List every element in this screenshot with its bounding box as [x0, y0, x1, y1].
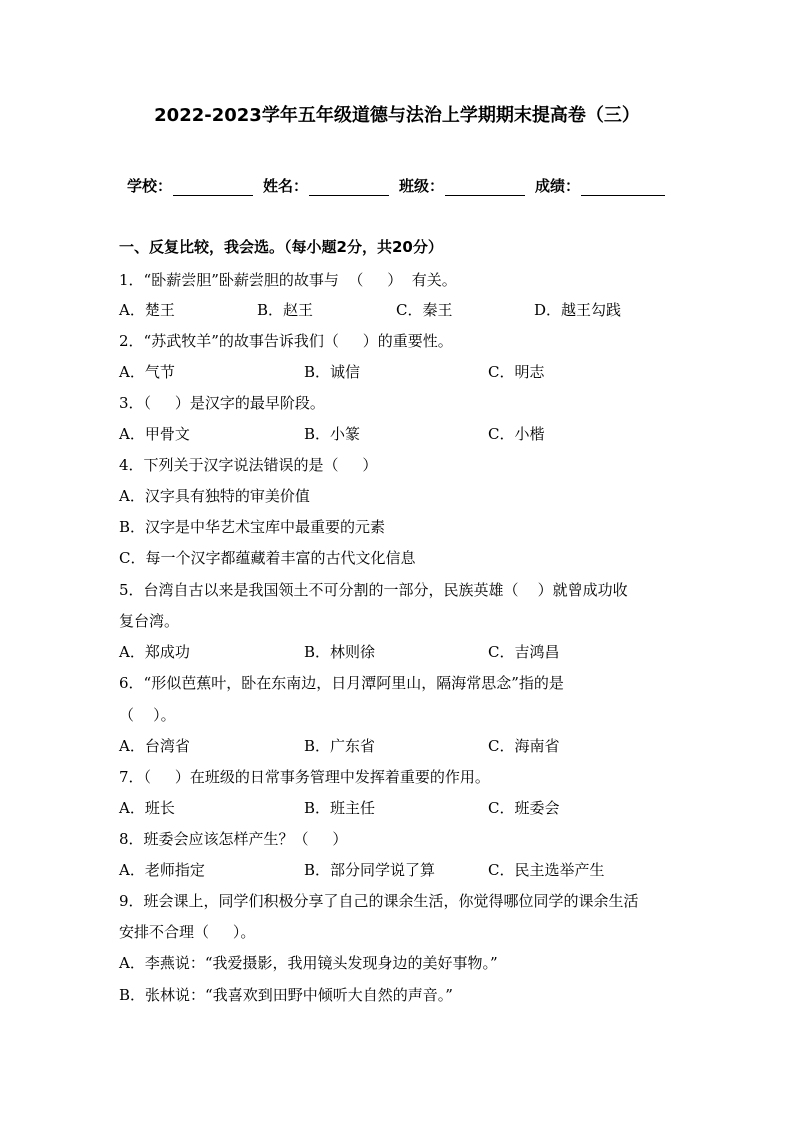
- school-label: 学校：: [127, 177, 173, 195]
- name-field[interactable]: [263, 175, 389, 196]
- q5-option-c[interactable]: C．吉鸿昌: [488, 643, 560, 661]
- question-1-stem: 1．“卧薪尝胆”卧薪尝胆的故事与 （ ） 有关。: [119, 271, 457, 289]
- question-6-stem-line-1: 6．“形似芭蕉叶，卧在东南边，日月潭阿里山，隔海常思念”指的是: [119, 674, 564, 692]
- student-info-row: [127, 175, 675, 196]
- question-9-stem-line-1: 9．班会课上，同学们积极分享了自己的课余生活，你觉得哪位同学的课余生活: [119, 892, 639, 910]
- q8-option-c[interactable]: C．民主选举产生: [488, 861, 605, 879]
- school-blank[interactable]: [173, 181, 253, 196]
- q2-option-a[interactable]: A．气节: [119, 363, 175, 381]
- q3-option-c[interactable]: C．小楷: [488, 425, 545, 443]
- q3-option-a[interactable]: A．甲骨文: [119, 425, 190, 443]
- q6-option-b[interactable]: B．广东省: [304, 737, 376, 755]
- question-1-options: [119, 300, 679, 320]
- question-8-options: [119, 860, 679, 880]
- school-field[interactable]: [127, 175, 253, 196]
- question-7-stem: 7．（ ）在班级的日常事务管理中发挥着重要的作用。: [119, 768, 490, 786]
- q7-option-a[interactable]: A．班长: [119, 799, 175, 817]
- q2-option-b[interactable]: B．诚信: [304, 363, 361, 381]
- score-blank[interactable]: [581, 181, 665, 196]
- q7-option-c[interactable]: C．班委会: [488, 799, 560, 817]
- q9-option-b[interactable]: B．张林说：“我喜欢到田野中倾听大自然的声音。”: [119, 986, 453, 1004]
- question-2-options: [119, 362, 679, 382]
- question-6-options: [119, 736, 679, 756]
- question-5-stem-line-2: 复台湾。: [119, 612, 180, 630]
- q6-option-c[interactable]: C．海南省: [488, 737, 560, 755]
- q2-option-c[interactable]: C．明志: [488, 363, 545, 381]
- page-title: 2022-2023学年五年级道德与法治上学期期末提高卷（三）: [154, 105, 640, 126]
- q4-option-b[interactable]: B．汉字是中华艺术宝库中最重要的元素: [119, 518, 386, 536]
- question-3-options: [119, 424, 679, 444]
- question-6-stem-line-2: （ ）。: [119, 706, 176, 724]
- q3-option-b[interactable]: B．小篆: [304, 425, 361, 443]
- score-field[interactable]: [535, 175, 665, 196]
- question-9-stem-line-2: 安排不合理（ ）。: [119, 923, 256, 941]
- q9-option-a[interactable]: A．李燕说：“我爱摄影，我用镜头发现身边的美好事物。”: [119, 954, 498, 972]
- class-label: 班级：: [399, 177, 445, 195]
- question-4-stem: 4．下列关于汉字说法错误的是（ ）: [119, 456, 378, 474]
- q5-option-a[interactable]: A．郑成功: [119, 643, 190, 661]
- q4-option-c[interactable]: C．每一个汉字都蕴藏着丰富的古代文化信息: [119, 549, 416, 567]
- name-label: 姓名：: [263, 177, 309, 195]
- name-blank[interactable]: [309, 181, 389, 196]
- q1-option-b[interactable]: B．赵王: [257, 301, 314, 319]
- class-blank[interactable]: [445, 181, 525, 196]
- q7-option-b[interactable]: B．班主任: [304, 799, 376, 817]
- question-8-stem: 8．班委会应该怎样产生？（ ）: [119, 830, 348, 848]
- q1-option-a[interactable]: A．楚王: [119, 301, 175, 319]
- question-7-options: [119, 798, 679, 818]
- score-label: 成绩：: [535, 177, 581, 195]
- class-field[interactable]: [399, 175, 525, 196]
- question-5-options: [119, 642, 679, 662]
- q8-option-b[interactable]: B．部分同学说了算: [304, 861, 436, 879]
- q4-option-a[interactable]: A．汉字具有独特的审美价值: [119, 487, 310, 505]
- q8-option-a[interactable]: A．老师指定: [119, 861, 205, 879]
- question-5-stem-line-1: 5．台湾自古以来是我国领土不可分割的一部分，民族英雄（ ）就曾成功收: [119, 581, 628, 599]
- q5-option-b[interactable]: B．林则徐: [304, 643, 376, 661]
- question-3-stem: 3．（ ）是汉字的最早阶段。: [119, 394, 325, 412]
- question-2-stem: 2．“苏武牧羊”的故事告诉我们（ ）的重要性。: [119, 332, 453, 350]
- section-heading: 一、反复比较，我会选。（每小题2分，共20分）: [119, 238, 443, 256]
- q1-option-d[interactable]: D．越王勾践: [534, 301, 622, 319]
- q1-option-c[interactable]: C．秦王: [396, 301, 453, 319]
- q6-option-a[interactable]: A．台湾省: [119, 737, 190, 755]
